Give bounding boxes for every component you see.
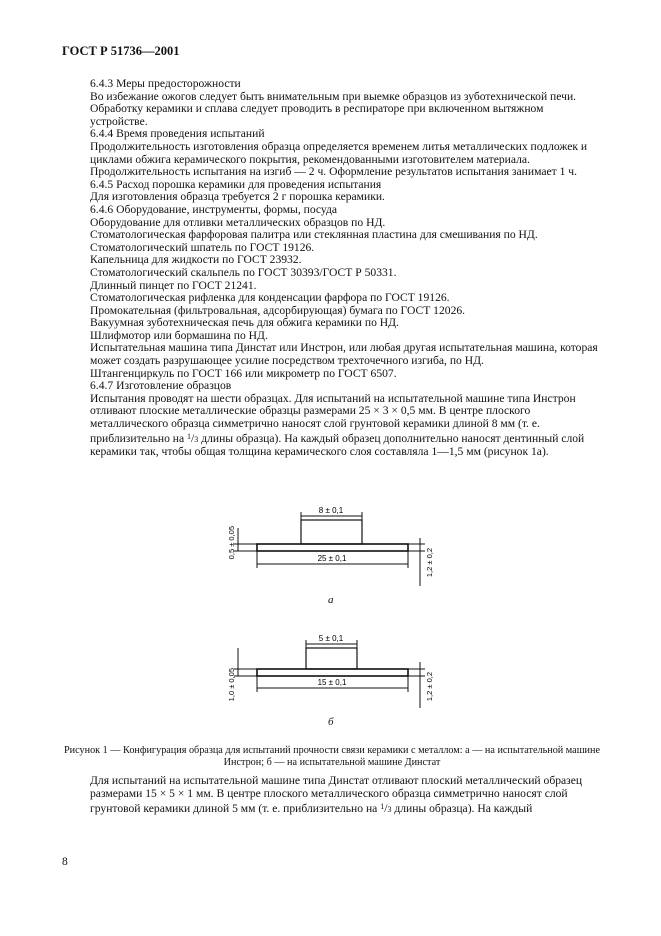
list-item: Оборудование для отливки металлических образцов по НД. [90,215,386,229]
paragraph [90,775,599,816]
figure-b-diagram [220,628,450,708]
dim-top: 5 ± 0,1 [318,634,344,643]
paragraph-part: Для испытаний на испытательной машине типа Динстат отливают плоский металлический образец размерами 15 × 5 × 1 мм. В центре плоского металлического образца симметрично наносят слой грунтовой керамики длиной 5 мм (т. е. приблизительно на [90,774,583,815]
fraction: $^1$/3 [187,431,199,445]
dim-right: 1,2 ± 0,2 [425,672,434,702]
paragraph: Продолжительность испытания на изгиб — 2 ч. Оформление результатов испытания занимает 1 ч. [90,165,578,179]
section-heading: 6.4.7 Изготовление образцов [90,379,232,393]
paragraph-part: длины образца). На каждый образец дополнительно наносят дентинный слой керамики так, чтобы общая толщина керамического слоя составляла 1—1,5 мм (рисунок 1а). [90,431,585,459]
figure-caption: Рисунок 1 — Конфигурация образца для испытаний прочности связи керамики с металлом: а — на испытательной машине Инстрон; б — на испытательной машине Динстат [64,745,600,768]
metal-plate [257,544,408,551]
metal-plate [257,669,408,676]
paragraph: Для изготовления образца требуется 2 г порошка керамики. [90,190,385,204]
figure-a-label: а [328,594,334,606]
ceramic-layer [301,520,362,544]
list-item: Стоматологический шпатель по ГОСТ 19126. [90,240,315,254]
dim-bottom: 25 ± 0,1 [317,554,347,563]
paragraph: Во избежание ожогов следует быть внимательным при выемке образцов из зуботехнической печи. Обработку керамики и сплава следует проводить в респираторе при включенном вытяжном устройстве. [90,89,577,128]
list-item: Длинный пинцет по ГОСТ 21241. [90,278,257,292]
fraction-numerator: 1 [187,431,192,441]
list-item: Испытательная машина типа Динстат или Инстрон, или любая другая испытательная машина, которая может создать разрушающее усилие посредством трехточечного изгиба, по НД. [90,341,598,368]
paragraph-part: Испытания проводят на шести образцах. Для испытаний на испытательной машине типа Инстрон отливают плоские металлические образцы размерами 25 × 3 × 0,5 мм. В центре плоского металлического образца симметрично наносят слой грунтовой керамики длиной 8 мм (т. е. приблизительно на [90,391,576,445]
list-item: Капельница для жидкости по ГОСТ 23932. [90,253,302,267]
dim-right: 1,2 ± 0,2 [425,548,434,578]
document-header: ГОСТ Р 51736—2001 [62,44,180,58]
list-item: Стоматологическая фарфоровая палитра или стеклянная пластина для смешивания по НД. [90,228,538,242]
body-text-continued [90,775,599,816]
list-item: Промокательная (фильтровальная, адсорбирующая) бумага по ГОСТ 12026. [90,303,466,317]
section-heading: 6.4.4 Время проведения испытаний [90,127,265,141]
list-item: Стоматологический скальпель по ГОСТ 30393/ГОСТ Р 50331. [90,265,397,279]
section-heading: 6.4.5 Расход порошка керамики для проведения испытания [90,177,382,191]
section-heading: 6.4.3 Меры предосторожности [90,77,241,90]
figure-b-label: б [328,716,334,728]
figure-a-diagram [220,498,450,586]
section-heading: 6.4.6 Оборудование, инструменты, формы, посуда [90,202,338,216]
list-item: Вакуумная зуботехническая печь для обжига керамики по НД. [90,316,399,330]
dim-top: 8 ± 0,1 [318,506,344,515]
body-text [90,78,599,459]
paragraph [90,393,599,459]
fraction: $^1$/3 [380,801,392,815]
dim-left: 1,0 ± 0,05 [227,668,236,702]
page-number: 8 [62,856,68,868]
list-item: Шлифмотор или бормашина по НД. [90,328,268,342]
paragraph-part: длины образца). На каждый [394,801,533,815]
list-item: Штангенциркуль по ГОСТ 166 или микрометр по ГОСТ 6507. [90,366,397,380]
paragraph: Продолжительность изготовления образца определяется временем литья металлических подложек и циклами обжига керамического покрытия, рекомендованными изготовителем материала. [90,139,588,166]
dim-bottom: 15 ± 0,1 [317,678,347,687]
fraction-numerator: 1 [380,801,385,811]
fraction-denominator: 3 [387,804,392,814]
list-item: Стоматологическая рифленка для конденсации фарфора по ГОСТ 19126. [90,291,450,305]
ceramic-layer [306,648,357,669]
fraction-denominator: 3 [194,434,199,444]
dim-left: 0,5 ± 0,05 [227,526,236,560]
